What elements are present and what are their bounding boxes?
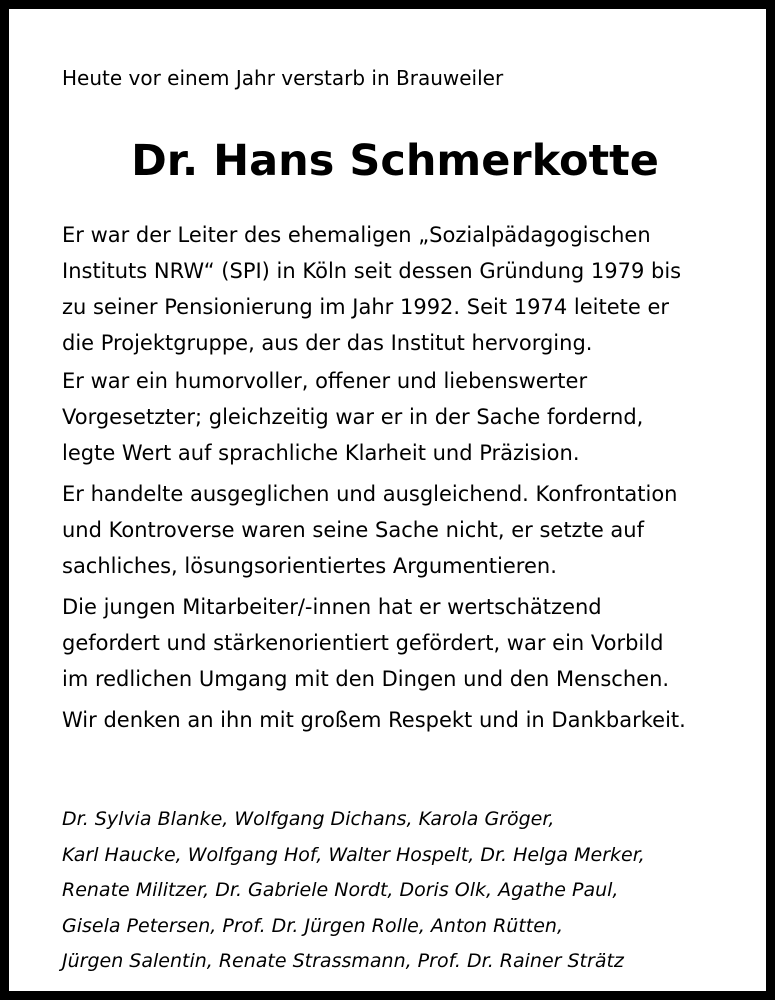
signers-list xyxy=(62,802,645,980)
paragraph-line: zu seiner Pensionierung im Jahr 1992. Seit 1974 leitete er xyxy=(62,295,670,319)
paragraph-line: Vorgesetzter; gleichzeitig war er in der Sache fordernd, xyxy=(62,405,644,429)
paragraph-mentoring xyxy=(62,589,669,697)
paragraph-line: Er handelte ausgeglichen und ausgleichend. Konfrontation xyxy=(62,482,678,506)
paragraph-gratitude xyxy=(62,702,686,738)
paragraph-line: die Projektgruppe, aus der das Institut hervorging. xyxy=(62,331,593,355)
signers-line: Renate Militzer, Dr. Gabriele Nordt, Doris Olk, Agathe Paul, xyxy=(62,879,619,901)
signers-line: Jürgen Salentin, Renate Strassmann, Prof. Dr. Rainer Strätz xyxy=(62,950,624,972)
paragraph-line: Instituts NRW“ (SPI) in Köln seit dessen Gründung 1979 bis xyxy=(62,259,682,283)
signers-line: Dr. Sylvia Blanke, Wolfgang Dichans, Karola Gröger, xyxy=(62,808,555,830)
paragraph-character xyxy=(62,363,643,471)
paragraph-line: im redlichen Umgang mit den Dingen und den Menschen. xyxy=(62,667,670,691)
intro-line: Heute vor einem Jahr verstarb in Brauweiler xyxy=(62,66,504,90)
signers-line: Gisela Petersen, Prof. Dr. Jürgen Rolle, Anton Rütten, xyxy=(62,914,564,937)
paragraph-conduct xyxy=(62,476,677,584)
paragraph-line: Er war der Leiter des ehemaligen „Sozialpädagogischen xyxy=(62,223,651,247)
paragraph-line: Er war ein humorvoller, offener und liebenswerter xyxy=(62,369,588,393)
paragraph-line: Wir denken an ihn mit großem Respekt und in Dankbarkeit. xyxy=(62,708,686,732)
paragraph-line: gefordert und stärkenorientiert gefördert, war ein Vorbild xyxy=(62,631,664,655)
signers-line: Karl Haucke, Wolfgang Hof, Walter Hospelt, Dr. Helga Merker, xyxy=(62,843,645,866)
paragraph-line: sachliches, lösungsorientiertes Argumentieren. xyxy=(62,554,557,578)
paragraph-career xyxy=(62,217,681,361)
paragraph-line: Die jungen Mitarbeiter/-innen hat er wertschätzend xyxy=(62,595,602,619)
paragraph-line: und Kontroverse waren seine Sache nicht, er setzte auf xyxy=(62,518,644,542)
paragraph-line: legte Wert auf sprachliche Klarheit und Präzision. xyxy=(62,441,580,465)
deceased-name: Dr. Hans Schmerkotte xyxy=(131,136,659,186)
